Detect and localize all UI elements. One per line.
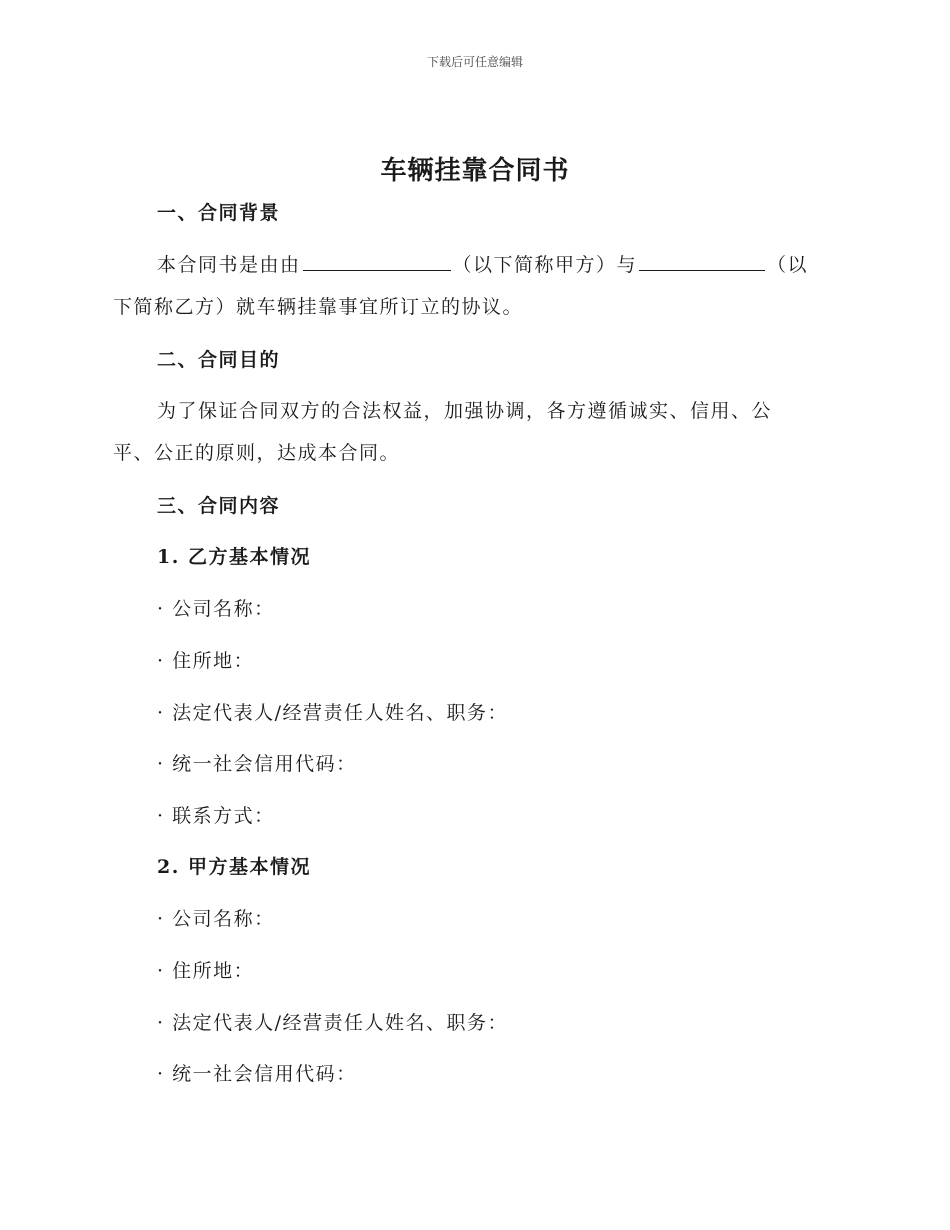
background-text-part-3: （以 — [767, 254, 809, 276]
list-item: · 统一社会信用代码： — [157, 753, 357, 775]
list-item: · 法定代表人/经营责任人姓名、职务： — [157, 1012, 508, 1034]
list-item: · 统一社会信用代码： — [157, 1063, 357, 1085]
page-header: 下载后可任意编辑 — [426, 55, 523, 69]
section-heading-content: 三、合同内容 — [157, 495, 281, 517]
subheading-party-a-info: 2. 甲方基本情况 — [157, 856, 311, 878]
party-a-blank[interactable] — [303, 251, 451, 271]
list-item: · 法定代表人/经营责任人姓名、职务： — [157, 702, 508, 724]
purpose-paragraph-line-1: 为了保证合同双方的合法权益，加强协调，各方遵循诚实、信用、公 — [157, 400, 773, 422]
list-item: · 住所地： — [157, 960, 255, 982]
section-heading-background: 一、合同背景 — [157, 202, 281, 224]
list-item: · 公司名称： — [157, 598, 275, 620]
list-item: · 联系方式： — [157, 805, 275, 827]
party-b-blank[interactable] — [639, 251, 765, 271]
list-item: · 公司名称： — [157, 908, 275, 930]
background-text-part-1: 本合同书是由由 — [157, 254, 301, 276]
purpose-paragraph-line-2: 平、公正的原则，达成本合同。 — [113, 442, 401, 464]
background-paragraph-line-1 — [157, 250, 808, 277]
document-title: 车辆挂靠合同书 — [380, 156, 570, 186]
background-paragraph-line-2: 下简称乙方）就车辆挂靠事宜所订立的协议。 — [113, 296, 524, 318]
list-item: · 住所地： — [157, 650, 255, 672]
background-text-part-2: （以下简称甲方）与 — [452, 254, 638, 276]
subheading-party-b-info: 1. 乙方基本情况 — [157, 546, 311, 568]
section-heading-purpose: 二、合同目的 — [157, 349, 281, 371]
